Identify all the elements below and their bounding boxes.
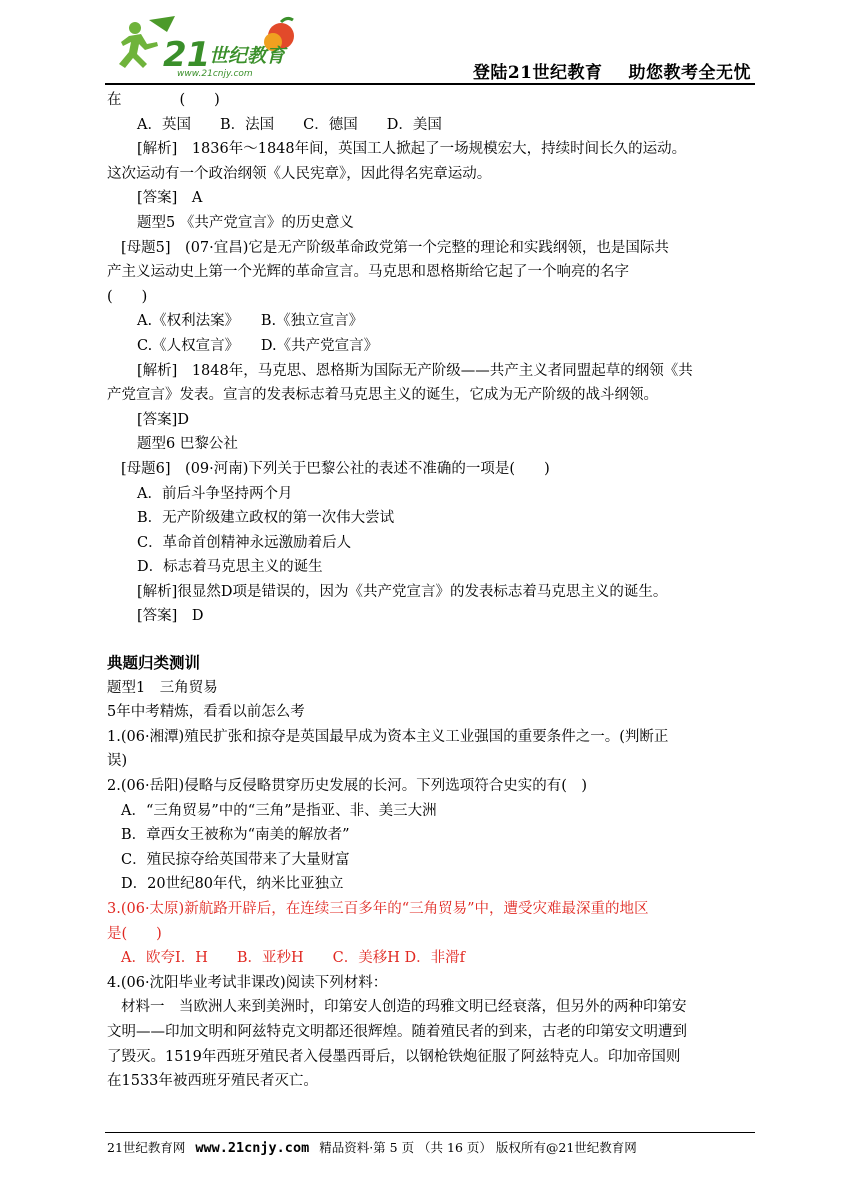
text-line: [答案] A xyxy=(137,190,203,207)
text-line: [答案]D xyxy=(137,411,189,428)
logo-text: 世纪教育 xyxy=(209,45,286,67)
header-divider xyxy=(105,83,755,85)
text-line: 这次运动有一个政治纲领《人民宪章》，因此得名宪章运动。 xyxy=(107,165,492,182)
text-line: 文明——印加文明和阿兹特克文明都还很辉煌。随着殖民者的到来，古老的印第安文明遭到 xyxy=(107,1023,687,1040)
text-line: 4.(06·沈阳毕业考试非课改)阅读下列材料： xyxy=(107,974,388,991)
21cnjy-logo xyxy=(105,14,305,78)
header-slogan xyxy=(473,58,751,83)
text-line: C．殖民掠夺给英国带来了大量财富 xyxy=(121,851,350,868)
text-line: 题型1 三角贸易 xyxy=(107,679,218,696)
text-line: [母题6] (09·河南)下列关于巴黎公社的表述不准确的一项是( ) xyxy=(121,460,550,477)
section-heading: 典题归类测训 xyxy=(107,654,201,673)
text-line: D．20世纪80年代，纳米比亚独立 xyxy=(121,876,344,893)
text-line: A.《权利法案》 B.《独立宣言》 xyxy=(137,313,364,330)
text-line: B．无产阶级建立政权的第一次伟大尝试 xyxy=(137,510,395,527)
page-header xyxy=(105,14,755,84)
text-line: C.《人权宣言》 D.《共产党宣言》 xyxy=(137,337,379,354)
document-body xyxy=(107,88,753,1094)
slogan-right: 助您教考全无忧 xyxy=(628,63,751,83)
text-line: D．标志着马克思主义的诞生 xyxy=(137,559,323,576)
text-line: A．“三角贸易”中的“三角”是指亚、非、美三大洲 xyxy=(121,802,437,819)
text-line: A．欧夸I．H B．亚秒H C．美移H D．非滑f xyxy=(121,950,465,967)
text-line: 5年中考精炼，看看以前怎么考 xyxy=(107,704,305,721)
text-line: A．前后斗争坚持两个月 xyxy=(137,485,293,502)
footer-divider xyxy=(105,1132,755,1133)
text-line: 3.(06·太原)新航路开辟后，在连续三百多年的“三角贸易”中，遭受灾难最深重的地区 xyxy=(107,901,649,917)
text-line: 在 ( ) xyxy=(107,92,220,108)
text-line: [母题5] (07·宜昌)它是无产阶级革命政党第一个完整的理论和实践纲领，也是国际共 xyxy=(121,239,669,256)
text-line: 题型5 《共产党宣言》的历史意义 xyxy=(137,214,354,231)
text-line: [解析]很显然D项是错误的，因为《共产党宣言》的发表标志着马克思主义的诞生。 xyxy=(137,583,668,600)
text-line: B．章西女王被称为“南美的解放者” xyxy=(121,827,350,844)
slogan-left: 登陆21世纪教育 xyxy=(472,63,603,83)
svg-text:21: 21 xyxy=(163,35,211,75)
footer-url-link[interactable]: www.21cnjy.com xyxy=(195,1140,310,1156)
text-line: 产党宣言》发表。宣言的发表标志着马克思主义的诞生，它成为无产阶级的战斗纲领。 xyxy=(107,387,658,404)
text-line: C．革命首创精神永远激励着后人 xyxy=(137,534,352,551)
text-line: A．英国 B．法国 C．德国 D．美国 xyxy=(137,116,442,133)
footer-page-info: 精品资料·第 5 页 （共 16 页） 版权所有@21世纪教育网 xyxy=(319,1140,637,1155)
text-line: 1.(06·湘潭)殖民扩张和掠夺是英国最早成为资本主义工业强国的重要条件之一。(判断正 xyxy=(107,728,669,745)
text-line: 在1533年被西班牙殖民者灭亡。 xyxy=(107,1073,318,1090)
text-line: 材料一 当欧洲人来到美洲时，印第安人创造的玛雅文明已经衰落，但另外的两种印第安 xyxy=(121,999,687,1016)
text-line: 2.(06·岳阳)侵略与反侵略贯穿历史发展的长河。下列选项符合史实的有( ) xyxy=(107,778,588,795)
text-line: 误) xyxy=(107,753,128,770)
text-line: [解析] 1848年，马克思、恩格斯为国际无产阶级——共产主义者同盟起草的纲领《共 xyxy=(137,362,693,379)
text-line: [答案] D xyxy=(137,608,204,625)
footer-site: 21世纪教育网 xyxy=(107,1140,186,1155)
text-line: 产主义运动史上第一个光辉的革命宣言。马克思和恩格斯给它起了一个响亮的名字 xyxy=(107,264,629,281)
text-line: 了毁灭。1519年西班牙殖民者入侵墨西哥后，以钢枪铁炮征服了阿兹特克人。印加帝国则 xyxy=(107,1048,681,1065)
logo-url: www.21cnjy.com xyxy=(177,69,253,78)
text-line: [解析] 1836年～1848年间，英国工人掀起了一场规模宏大，持续时间长久的运动。 xyxy=(137,141,687,158)
text-line: 是( ) xyxy=(107,925,162,942)
page-footer xyxy=(107,1138,753,1156)
text-line: ( ) xyxy=(107,288,148,305)
text-line: 题型6 巴黎公社 xyxy=(137,436,238,453)
